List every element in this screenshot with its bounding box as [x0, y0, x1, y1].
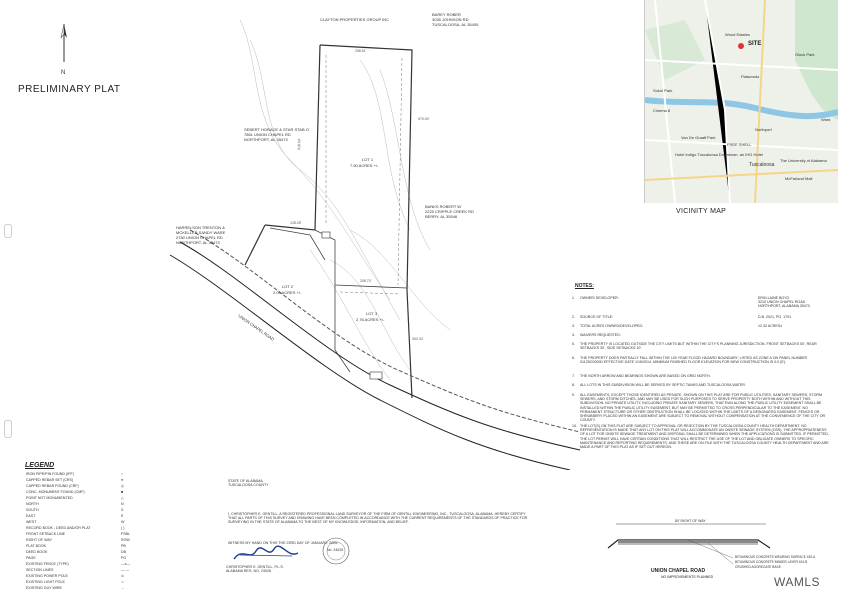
note-4: 4. WAIVERS REQUESTED:	[572, 333, 621, 337]
note-6: 6. THE PROPERTY DOES PARTIALLY FALL WITHIN THE 100 YEAR FLOOD HAZARD BOUNDARY, LISTED AS ZONE A ON PANEL NUMBER 01125C0000D EFFECTIVE DATE 1/16/2014. MINIMUM FINISHED FLOOR ELEVATION FOR NEW CONSTRUCTION IS 0.0 (E).	[572, 356, 808, 365]
note-7: 7. THE NORTH ARROW AND BEARINGS SHOWN ARE BASED ON GRID NORTH.	[572, 374, 711, 378]
svg-text:128.28': 128.28'	[290, 221, 302, 225]
road-label-plat: UNION CHAPEL ROAD	[237, 313, 276, 342]
legend-row: PAGE PG	[26, 556, 127, 560]
legend-row: EXISTING GUY WIRE ←	[26, 586, 125, 590]
north-arrow	[56, 22, 72, 70]
map-place-0: Wood Estates	[725, 32, 750, 37]
legend-row: POINT NOT MONUMENTED △	[26, 496, 124, 500]
binding-mark-upper	[4, 224, 12, 238]
legend-row: CONC. MONUMENT FOUND (CMF) ■	[26, 490, 124, 494]
surveyor-sign-block: CHRISTOPHER E. GENTILL, P.L.S. ALABAMA REG. NO. 24026	[226, 565, 284, 574]
map-place-8: Van De Graaff Park	[681, 135, 716, 140]
svg-text:303.34': 303.34'	[412, 337, 424, 341]
binding-mark-lower	[4, 420, 12, 438]
legend-row: SECTION LINES — —	[26, 568, 130, 572]
map-place-12: Ward	[821, 117, 831, 122]
note-3: 3. TOTAL ACRES OWNED/DEVELOPED: 12.32 ACRES±	[572, 324, 783, 328]
map-place-3: Northport	[755, 127, 772, 132]
notes-title: NOTES:	[575, 283, 594, 289]
note-2: 2. SOURCE OF TITLE: D.B. 2021, PG. 1791	[572, 315, 792, 319]
vicinity-map	[644, 0, 838, 203]
map-site-label: SITE	[748, 41, 762, 47]
map-place-4: FREE SHELL	[727, 142, 752, 147]
owner-north-center: CLAYTON PROPERTIES GROUP INC	[320, 17, 390, 22]
legend-row: RECORD BOOK - DEED AND/OR PLAT ( )	[26, 526, 125, 530]
witness-line: WITNESS MY HAND ON THIS THE 23RD DAY OF JANUARY, 2025.	[228, 541, 338, 545]
watermark: WAMLS	[774, 575, 821, 589]
legend-row: EAST E	[26, 514, 124, 518]
legend-row: CAPPED REBAR FOUND (CRF) ◎	[26, 484, 125, 488]
lot3-acres: 2.76 ACRES +/-	[356, 317, 385, 322]
house-lot3	[370, 372, 382, 379]
road	[170, 230, 580, 470]
map-place-9: Cinema 8	[653, 108, 671, 113]
section-note-3: CRUSHED AGGREGATE BASE	[735, 565, 781, 569]
map-place-10: Sokol Park	[653, 88, 673, 93]
legend-row: PLAT BOOK PB	[26, 544, 126, 548]
state-block: STATE OF ALABAMA TUSCALOOSA COUNTY	[228, 479, 269, 488]
note-5: 5. THE PROPERTY IS LOCATED OUTSIDE THE CITY LIMITS BUT WITHIN THE CITY'S PLANNING JURISDICTION. FRONT SETBACKS 50', REAR SETBACKS 30', SIDE SETBACKS 10'.	[572, 342, 817, 351]
legend-row: CAPPED REBAR SET (CRS) ●	[26, 478, 124, 482]
legend-row: FRONT SETBACK LINE FSBL	[26, 532, 130, 536]
note-9: 9. ALL EASEMENTS, EXCEPT THOSE IDENTIFIED AS PRIVATE, SHOWN ON THIS PLAT ARE FOR PUBLIC UTILITIES, SANITARY SEWERS, STORM SEWERS, AND STORM DITCHES, AND MAY BE USED FOR SUCH PURPOSES TO SERVE PROPERTY BOTH WITHIN AND WITHOUT THIS SUBDIVISION. NO PRIVATE UTILITY, INCLUDING PRIVATE SANITARY SEWERS, THAT RUN ALONG THE PUBLIC UTILITY EASEMENT SHALL BE INSTALLED WITHIN THE PUBLIC UTILITY EASEMENT, BUT MAY BE PERMITTED TO CROSS PERPENDICULAR TO THE EASEMENT. NO PERMANENT STRUCTURE OR OTHER OBSTRUCTION SHALL BE LOCATED WITHIN THE LIMITS OF A DESIGNATED EASEMENT. FENCES OR SHRUBBERY PLACED WITHIN AN EASEMENT ARE SUBJECT TO REMOVAL WITHOUT COMPENSATION AT THE CONVENIENCE OF THE CITY OR COUNTY.	[572, 393, 826, 423]
note-1: 1. OWNER/ DEVELOPER: ERIN LAINE BOYD 3210 UNION CHAPEL ROAD NORTHPORT, ALABAMA 35473	[572, 296, 810, 309]
signature	[232, 545, 302, 563]
map-place-11: McFarland Mall	[785, 176, 813, 181]
svg-text:208.70': 208.70'	[360, 279, 372, 283]
note-8: 8. ALL LOTS IN THIS SUBDIVISION WILL BE SERVED BY SEPTIC TANKS AND TUSCALOOSA WATER.	[572, 383, 746, 387]
lot1-name: LOT 1	[362, 157, 374, 162]
house-lot1	[322, 232, 330, 238]
owner-west-lower: HARRELSON TRENTON & MCKELLER SANDY WARE 2780 UNION CHAPEL RD NORTHPORT, AL 35473	[176, 225, 226, 245]
vicinity-map-label: VICINITY MAP	[676, 208, 727, 215]
legend-row: IRON PIPE/PIN FOUND (IPF) ○	[26, 472, 124, 476]
section-note-2: BITUMINOUS CONCRETE BINDER LAYER 424-B	[735, 560, 808, 564]
page-title: PRELIMINARY PLAT	[18, 84, 121, 95]
north-label: N	[61, 70, 66, 76]
map-place-6: The University of Alabama	[780, 158, 827, 163]
note-10: 10. THE LOT(S) ON THIS PLAT ARE SUBJECT TO APPROVAL OR REJECTION BY THE TUSCALOOSA COUNTY HEALTH DEPARTMENT. NO REPRESENTATION IS MADE THAT ANY LOT ON THIS PLAT WILL ACCOMMODATE AN ONSITE SEWAGE SYSTEM (OSS). THE APPROPRIATENESS OF A LOT FOR ONSITE SEWAGE TREATMENT AND DISPOSAL SHALL BE DETERMINED WHEN THE APPLICATIONS IS SUBMITTED. IF PERMITTED, THE LOT PERMIT WILL HAVE CERTAIN CONDITIONS THAT WILL RESTRICT THE USE OF THE LOT AND OBLIGATE OWNERS TO SPECIFIC MAINTENANCE AND REPORTING REQUIREMENTS, AND THESE ARE ON FILE WITH THE TUSCALOOSA COUNTY HEALTH DEPARTMENT AND ARE MADE A PART OF THIS PLAT AS IF SET OUT HEREON.	[572, 424, 830, 450]
map-place-1: Glock Park	[795, 52, 815, 57]
svg-text:258.51': 258.51'	[355, 49, 367, 53]
legend-row: RIGHT OF WAY ROW	[26, 538, 130, 542]
lot2-name: LOT 2	[282, 284, 294, 289]
legend-row: EXISTING FENCE (TYPE) —x—	[26, 562, 130, 566]
map-place-7: Hotel Indigo Tuscaloosa Downtown, an IHG Hotel	[675, 152, 763, 157]
legend-title: LEGEND	[25, 462, 55, 469]
lot3-name: LOT 3	[366, 311, 378, 316]
owner-north-right: BAREY ROBER 3035 JOHNSON RD TUSCALOOSA, AL 35405	[432, 12, 479, 27]
road-section-sub: NO IMPROVEMENTS PLANNED	[661, 575, 714, 579]
legend-row: WEST W	[26, 520, 125, 524]
property-boundary	[245, 45, 412, 398]
site-marker	[738, 43, 744, 49]
svg-text:618.59': 618.59'	[297, 138, 302, 151]
contour-lines	[240, 20, 450, 380]
seal-number: No. 24026	[327, 548, 344, 552]
legend-row: EXISTING LIGHT POLE ☼	[26, 580, 125, 584]
owner-west-upper: SEBERT HORACE & STAR STAB O 7861 UNION CHAPEL RD NORTHPORT, AL 35473	[244, 127, 309, 142]
surveyor-certificate: I, CHRISTOPHER E. GENTILL, A REGISTERED PROFESSIONAL LAND SURVEYOR OF THE FIRM OF GENTILL ENGINEERING, INC., TUSCALOOSA, ALABAMA, HEREBY CERTIFY THAT ALL PARTS OF THIS SURVEY AND DRAWING HAVE BEEN COMPLETED IN ACCORDANCE WITH THE CURRENT REQUIREMENTS OF THE STANDARDS OF PRACTICE FOR SURVEYING IN THE STATE OF ALABAMA TO THE BEST OF MY KNOWLEDGE, INFORMATION, AND BELIEF.	[228, 512, 528, 525]
svg-text:570.00': 570.00'	[418, 117, 430, 121]
owner-east: BANKS ROBERT W 2225 CRIPPLE CREEK RD BERRY, AL 35546	[425, 204, 474, 219]
road-section-label: UNION CHAPEL ROAD	[651, 568, 706, 574]
map-place-2: Flatwoods	[741, 74, 760, 79]
map-place-5: Tuscaloosa	[749, 162, 775, 168]
legend-row: EXISTING POWER POLE ⊙	[26, 574, 125, 578]
setback-lines	[326, 55, 402, 294]
lot2-acres: 2.09 ACRES +/-	[273, 290, 302, 295]
legend-row: NORTH N	[26, 502, 124, 506]
row-label: 80' RIGHT OF WAY	[675, 519, 706, 523]
lot1-acres: 7.50 ACRES +/-	[350, 163, 379, 168]
section-note-1: BITUMINOUS CONCRETE WEARING SURFACE 425-A	[735, 555, 816, 559]
legend-row: DEED BOOK DB	[26, 550, 126, 554]
legend-row: SOUTH S	[26, 508, 124, 512]
